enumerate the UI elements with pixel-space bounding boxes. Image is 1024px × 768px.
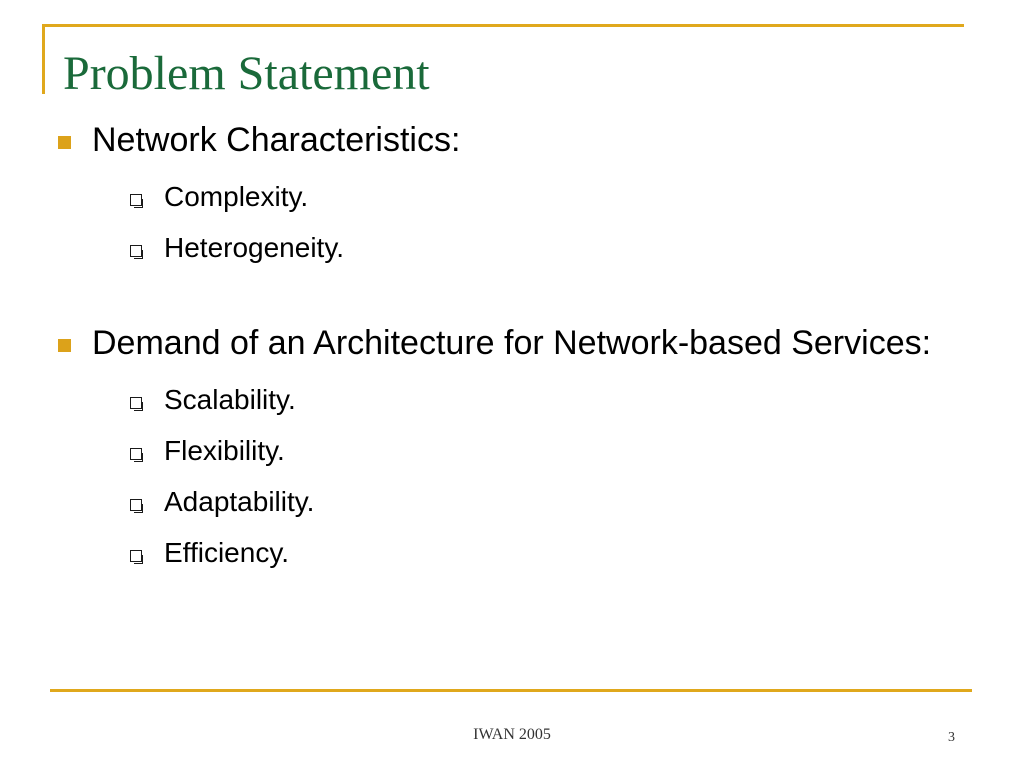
bullet-text: Network Characteristics: [92, 121, 461, 159]
bullet-network-characteristics [58, 118, 1014, 163]
sub-bullet-text: Complexity. [164, 181, 309, 212]
sub-bullet-text: Scalability. [164, 384, 296, 415]
sub-bullet-item [58, 383, 1014, 417]
sub-bullet-item [58, 485, 1014, 519]
hollow-square-bullet-icon [130, 448, 142, 460]
footer-divider [50, 689, 972, 692]
sub-bullet-text: Heterogeneity. [164, 232, 345, 263]
sub-bullet-item [58, 536, 1014, 570]
sub-bullet-text: Flexibility. [164, 435, 285, 466]
hollow-square-bullet-icon [130, 194, 142, 206]
sub-bullet-list [58, 180, 1014, 265]
hollow-square-bullet-icon [130, 499, 142, 511]
hollow-square-bullet-icon [130, 245, 142, 257]
sub-bullet-item [58, 180, 1014, 214]
slide-content [58, 118, 1014, 570]
left-frame-line [42, 24, 45, 94]
footer-text: IWAN 2005 [473, 726, 551, 743]
sub-bullet-text: Adaptability. [164, 486, 315, 517]
sub-bullet-text: Efficiency. [164, 537, 290, 568]
bullet-architecture-demand [58, 321, 1014, 366]
sub-bullet-item [58, 434, 1014, 468]
square-bullet-icon [58, 339, 71, 352]
page-number: 3 [948, 730, 955, 745]
sub-bullet-item [58, 231, 1014, 265]
sub-bullet-list [58, 383, 1014, 570]
top-frame-line [42, 24, 964, 27]
hollow-square-bullet-icon [130, 550, 142, 562]
bullet-text: Demand of an Architecture for Network-based Services: [92, 324, 932, 362]
hollow-square-bullet-icon [130, 397, 142, 409]
square-bullet-icon [58, 136, 71, 149]
slide-title: Problem Statement [63, 47, 430, 100]
